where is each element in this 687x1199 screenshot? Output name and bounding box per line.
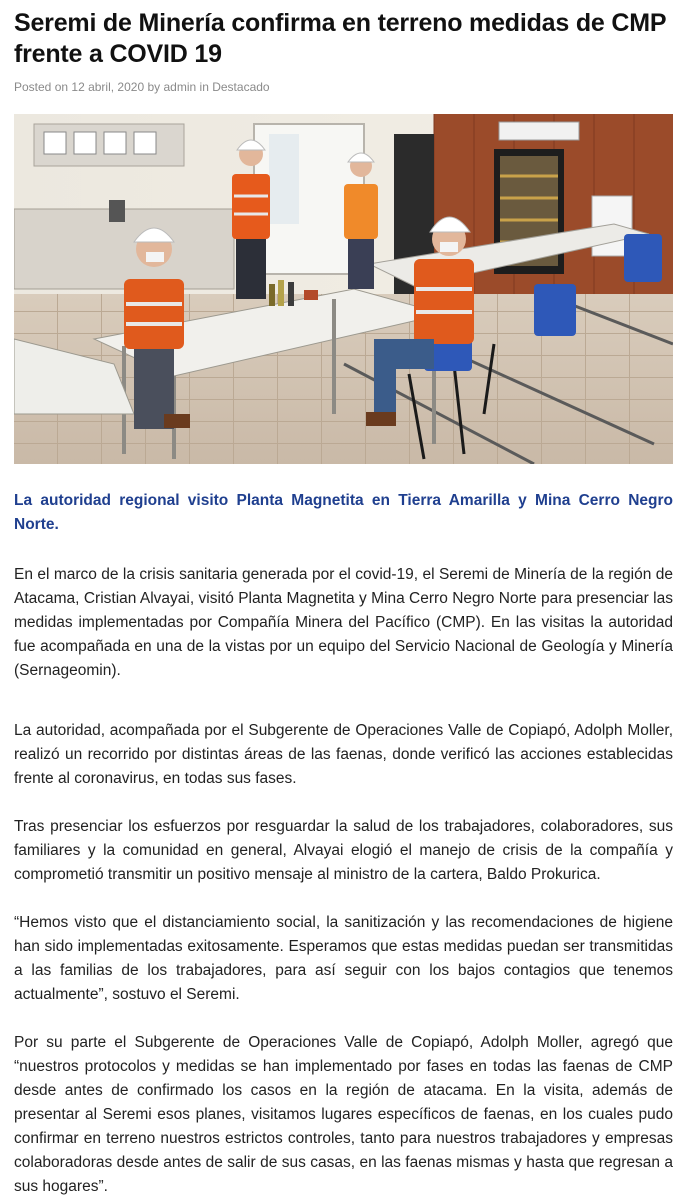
article-title: Seremi de Minería confirma en terreno medidas de CMP frente a COVID 19 <box>14 9 666 68</box>
post-meta <box>14 80 673 94</box>
author-link[interactable]: admin <box>163 80 197 94</box>
article-paragraph-3: Tras presenciar los esfuerzos por resguardar la salud de los trabajadores, colaboradores, sus familiares y la comunidad en general, Alvayai elogió el manejo de crisis de la compañía y comprometió transmitir un positivo mensaje al ministro de la cartera, Baldo Prokurica. <box>14 818 673 883</box>
article-paragraph-4: “Hemos visto que el distanciamiento social, la sanitización y las recomendaciones de higiene han sido implementadas exitosamente. Esperamos que estas medidas puedan ser transmitidas a las familias de los trabajadores, para así seguir con los bajos contagios que tenemos actualmente”, sostuvo el Seremi. <box>14 914 673 1003</box>
posted-on-label: Posted on <box>14 80 69 94</box>
article-paragraph-1: En el marco de la crisis sanitaria generada por el covid-19, el Seremi de Minería de la región de Atacama, Cristian Alvayai, visitó Planta Magnetita y Mina Cerro Negro Norte para presenciar las medidas implementadas por Compañía Minera del Pacífico (CMP). En las visitas la autoridad fue acompañada en una de la vistas por un equipo del Servicio Nacional de Geología y Minería (Sernageomin). <box>14 566 673 679</box>
article-paragraph-2: La autoridad, acompañada por el Subgerente de Operaciones Valle de Copiapó, Adolph Moller, realizó un recorrido por distintas áreas de las faenas, donde verificó las acciones establecidas frente al coronavirus, en todas sus fases. <box>14 722 673 787</box>
article-lead: La autoridad regional visito Planta Magnetita en Tierra Amarilla y Mina Cerro Negro Norte. <box>14 492 673 533</box>
article-paragraph-5: Por su parte el Subgerente de Operaciones Valle de Copiapó, Adolph Moller, agregó que “nuestros protocolos y medidas se han implementado por fases en todas las faenas de CMP desde antes de confirmado los casos en la región de atacama. En la visita, además de presentar al Seremi esos planes, visitamos lugares específicos de faenas, en los cuales pudo confirmar en terreno nuestros estrictos controles, tanto para nuestros trabajadores y empresas colaboradoras desde antes de salir de sus casas, en las faenas mismas y hasta que regresan a sus hogares”. <box>14 1034 673 1195</box>
by-label: by <box>147 80 161 94</box>
post-date-link[interactable]: 12 abril, 2020 <box>71 80 145 94</box>
in-label: in <box>199 80 209 94</box>
category-link[interactable]: Destacado <box>212 80 270 94</box>
featured-photo <box>14 114 673 464</box>
